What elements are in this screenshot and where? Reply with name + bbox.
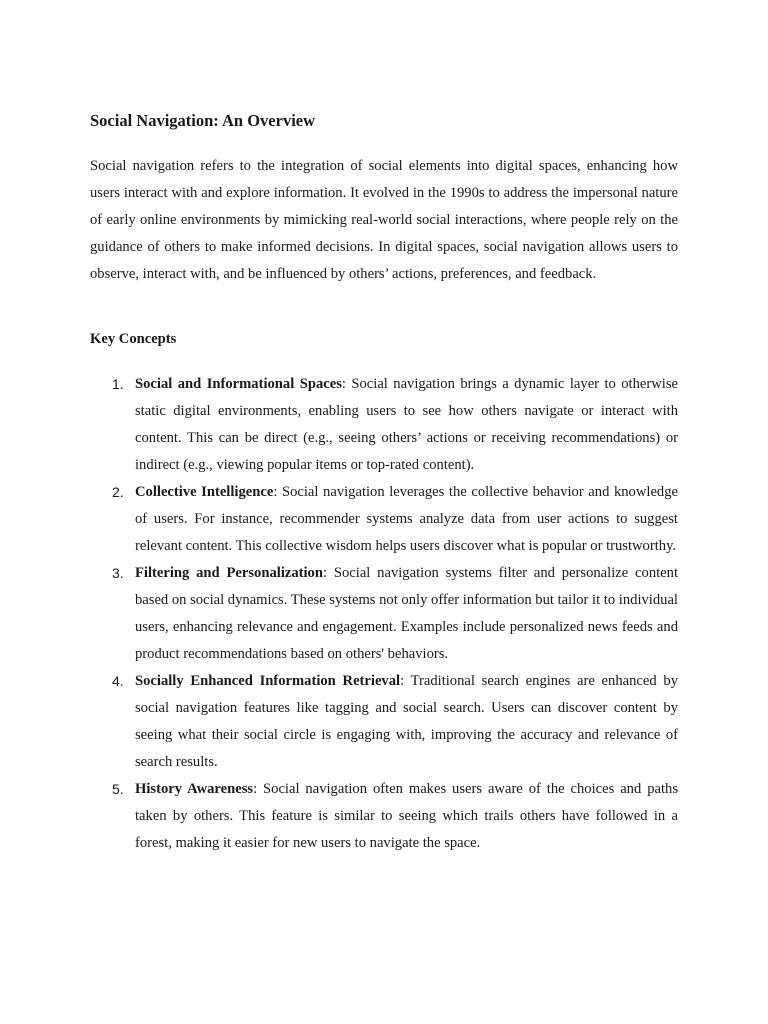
list-item-number: 3. (112, 565, 124, 581)
list-item (90, 668, 678, 776)
section-heading-key-concepts: Key Concepts (90, 331, 177, 347)
intro-paragraph: Social navigation refers to the integration of social elements into digital spaces, enhancing how users interact with and explore information. It evolved in the 1990s to address the impersonal nature of early online environments by mimicking real-world social interactions, where people rely on the guidance of others to make informed decisions. In digital spaces, social navigation allows users to observe, interact with, and be influenced by others’ actions, preferences, and feedback. (90, 158, 678, 282)
list-item (90, 776, 678, 857)
key-concepts-list (90, 371, 678, 857)
list-item-term: History Awareness (135, 781, 254, 797)
list-item-number: 1. (112, 376, 124, 392)
list-item (90, 371, 678, 479)
list-item-term: Filtering and Personalization (135, 565, 323, 581)
list-item-text: : Traditional search engines are enhanced by social navigation features like tagging and social search. Users can discover content by seeing what their social circle is engaging with, improving the accuracy and relevance of search results. (135, 673, 678, 770)
document-title: Social Navigation: An Overview (90, 111, 316, 130)
list-item-text: : Social navigation often makes users aware of the choices and paths taken by others. This feature is similar to seeing which trails others have followed in a forest, making it easier for new users to navigate the space. (135, 781, 678, 851)
list-item-term: Socially Enhanced Information Retrieval (135, 673, 401, 689)
list-item (90, 560, 678, 668)
list-item-number: 4. (112, 673, 124, 689)
list-item-term: Collective Intelligence (135, 484, 274, 500)
list-item-number: 5. (112, 781, 124, 797)
list-item-text: : Social navigation leverages the collective behavior and knowledge of users. For instance, recommender systems analyze data from user actions to suggest relevant content. This collective wisdom helps users discover what is popular or trustworthy. (135, 484, 678, 554)
list-item-text: : Social navigation systems filter and personalize content based on social dynamics. These systems not only offer information but tailor it to individual users, enhancing relevance and engagement. Examples include personalized news feeds and product recommendations based on others' behaviors. (135, 565, 679, 662)
list-item (90, 479, 678, 560)
list-item-number: 2. (112, 484, 124, 500)
list-item-text: : Social navigation brings a dynamic layer to otherwise static digital environments, enabling users to see how others navigate or interact with content. This can be direct (e.g., seeing others’ actions or receiving recommendations) or indirect (e.g., viewing popular items or top-rated content). (135, 376, 678, 473)
list-item-term: Social and Informational Spaces (135, 376, 342, 392)
